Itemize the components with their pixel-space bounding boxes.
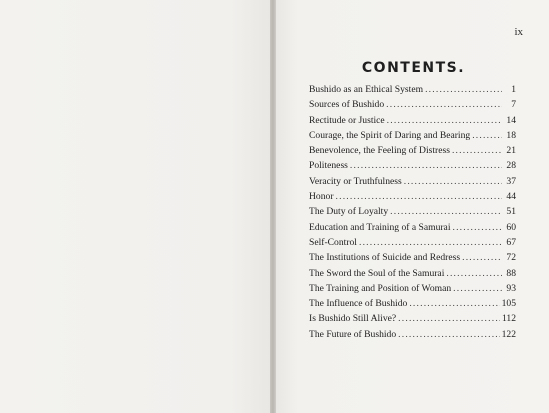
toc-leader	[425, 84, 502, 95]
toc-entry	[309, 329, 516, 344]
toc-entry	[309, 298, 516, 313]
toc-entry	[309, 99, 516, 114]
toc-leader	[350, 160, 502, 171]
toc-entry	[309, 222, 516, 237]
toc-entry-page: 44	[506, 191, 516, 203]
toc-entry-title: Politeness	[309, 160, 348, 172]
toc-entry-page: 93	[506, 282, 516, 294]
contents-heading: CONTENTS.	[361, 60, 466, 76]
toc-leader	[446, 268, 502, 279]
toc-leader	[390, 206, 502, 217]
toc-leader	[453, 283, 502, 294]
left-page	[0, 0, 270, 413]
toc-entry-title: The Duty of Loyalty	[309, 206, 389, 218]
toc-entry-page: 28	[506, 160, 516, 172]
toc-leader	[336, 191, 502, 202]
toc-entry-page: 1	[511, 84, 516, 95]
table-of-contents	[309, 84, 516, 344]
toc-leader	[359, 237, 502, 248]
toc-entry-title: Honor	[309, 191, 334, 203]
toc-entry-page: 7	[511, 99, 516, 111]
toc-leader	[398, 313, 500, 324]
toc-entry-page: 60	[506, 221, 516, 233]
toc-leader	[452, 145, 502, 156]
toc-leader	[472, 130, 502, 141]
toc-entry-title: The Influence of Bushido	[309, 298, 408, 310]
toc-entry-title: The Training and Position of Woman	[309, 282, 452, 294]
toc-entry-page: 67	[506, 236, 516, 248]
page-number: ix	[514, 26, 523, 38]
toc-entry-page: 105	[501, 298, 516, 310]
toc-entry	[309, 206, 516, 221]
toc-entry-page: 88	[506, 267, 516, 279]
toc-entry-title: Bushido as an Ethical System	[309, 84, 424, 95]
toc-leader	[386, 99, 502, 110]
toc-entry	[309, 268, 516, 283]
toc-entry-title: Sources of Bushido	[309, 99, 385, 111]
toc-entry	[309, 237, 516, 252]
toc-entry	[309, 84, 516, 99]
toc-entry-page: 37	[506, 175, 516, 187]
toc-entry-title: Veracity or Truthfulness	[309, 175, 402, 187]
toc-entry-title: The Institutions of Suicide and Redress	[309, 252, 461, 264]
toc-entry-title: Education and Training of a Samurai	[309, 221, 451, 233]
toc-entry-page: 122	[501, 328, 516, 340]
toc-leader	[452, 222, 502, 233]
toc-entry-title: Is Bushido Still Alive?	[309, 313, 397, 325]
toc-entry-title: Self-Control	[309, 236, 357, 248]
toc-entry	[309, 160, 516, 175]
toc-entry	[309, 252, 516, 267]
toc-entry	[309, 115, 516, 130]
toc-entry-title: Courage, the Spirit of Daring and Bearing	[309, 129, 471, 141]
toc-entry-page: 72	[506, 252, 516, 264]
toc-entry-title: The Future of Bushido	[309, 328, 397, 340]
toc-entry	[309, 176, 516, 191]
toc-leader	[409, 298, 499, 309]
toc-entry	[309, 145, 516, 160]
toc-entry	[309, 283, 516, 298]
toc-leader	[404, 176, 502, 187]
toc-entry	[309, 191, 516, 206]
toc-entry-page: 112	[501, 313, 516, 325]
toc-leader	[462, 252, 502, 263]
toc-entry-title: Benevolence, the Feeling of Distress	[309, 145, 450, 157]
toc-entry	[309, 130, 516, 145]
toc-entry-page: 14	[506, 114, 516, 126]
toc-leader	[398, 329, 499, 340]
toc-entry-page: 51	[506, 206, 516, 218]
toc-entry-page: 18	[506, 129, 516, 141]
toc-entry	[309, 313, 516, 328]
toc-entry-title: The Sword the Soul of the Samurai	[309, 267, 445, 279]
toc-entry-page: 21	[506, 145, 516, 157]
toc-entry-title: Rectitude or Justice	[309, 114, 385, 126]
toc-leader	[387, 115, 502, 126]
